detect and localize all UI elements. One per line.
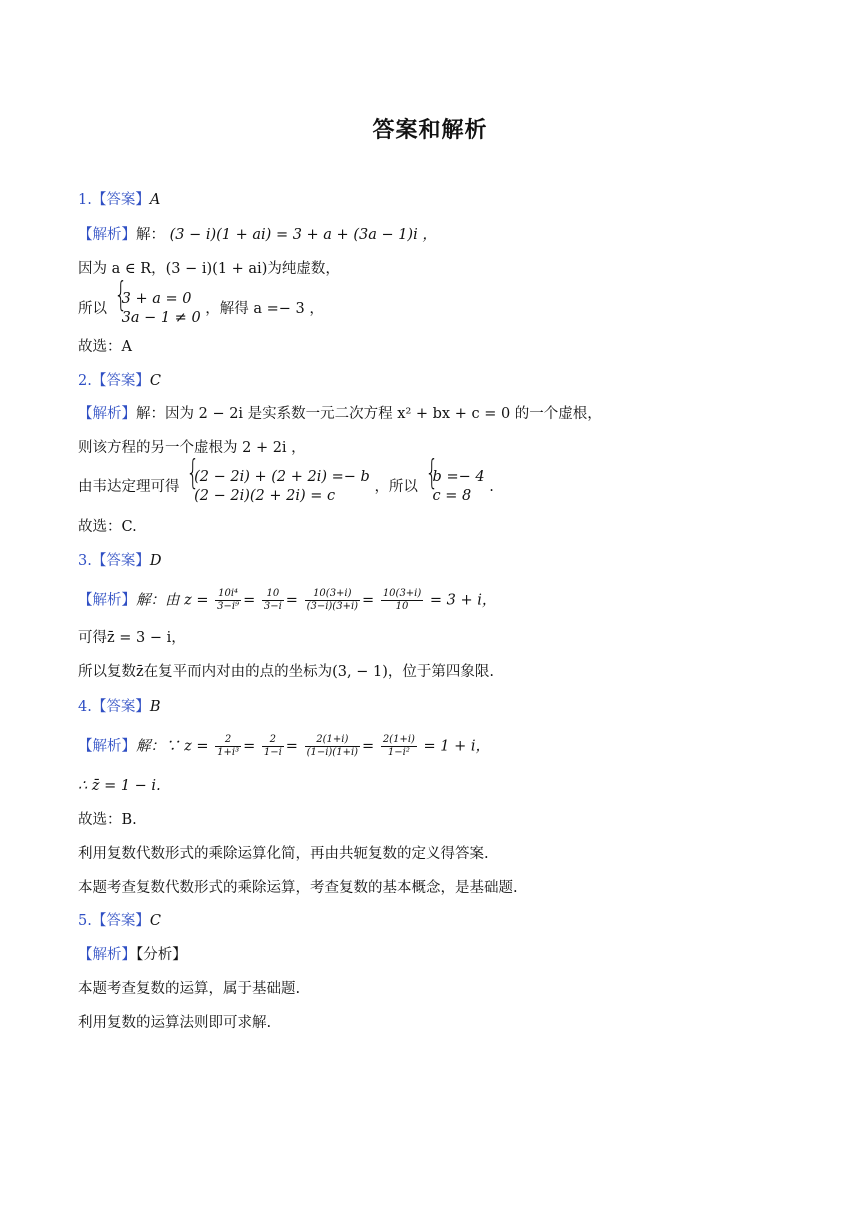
q4-number: 4. bbox=[78, 699, 92, 715]
q2-sys-row4: c = 8 bbox=[432, 488, 472, 504]
q2-answer-line bbox=[78, 371, 161, 391]
q4-fraction-4: $\frac{2(1+i)}{\text{1−i²}}$ bbox=[382, 734, 415, 758]
q3-fraction-3: $\frac{10(3+i)}{(3-i)(3+i)}$ bbox=[306, 588, 359, 612]
q5-line2: 本题考查复数的运算，属于基础题. bbox=[78, 981, 301, 997]
q2-l3-pre: 由韦达定理可得 bbox=[78, 479, 180, 495]
brace-icon: { bbox=[424, 453, 438, 493]
q1-l1-math: (3 − i)(1 + ai) = 3 + a + (3a − 1)i ， bbox=[169, 227, 437, 243]
q2-equation-system-1 bbox=[184, 453, 370, 506]
q2-jiexi-line bbox=[78, 404, 602, 424]
brace-icon: { bbox=[186, 453, 200, 493]
q5-number: 5. bbox=[78, 913, 92, 929]
q2-answer: C bbox=[149, 373, 161, 389]
q2-sys-row2: (2 − 2i)(2 + 2i) = c bbox=[194, 488, 336, 504]
q3-l1-pre: 解：由 z = bbox=[136, 592, 209, 609]
q4-line4: 利用复数代数形式的乘除运算化简，再由共轭复数的定义得答案. bbox=[78, 846, 489, 862]
q3-fraction-4: $\frac{10(3+i)}{10}$ bbox=[382, 588, 422, 612]
brace-icon: { bbox=[113, 275, 127, 315]
q5-answer-label: 【答案】 bbox=[91, 913, 150, 929]
q1-number: 1. bbox=[78, 192, 92, 208]
q2-number: 2. bbox=[78, 373, 92, 389]
q3-line2: 可得z̄ = 3 − i， bbox=[78, 630, 186, 646]
q3-jiexi-label: 【解析】 bbox=[78, 592, 136, 609]
q2-jiexi-label: 【解析】 bbox=[78, 406, 136, 422]
q4-answer: B bbox=[149, 699, 161, 715]
q1-l3-pre: 所以 bbox=[78, 301, 107, 317]
q1-jiexi-line bbox=[78, 225, 437, 245]
q2-sys-row3: b =− 4 bbox=[432, 469, 485, 485]
page-title: 答案和解析 bbox=[372, 118, 488, 143]
q5-answer: C bbox=[149, 913, 161, 929]
q4-fraction-1: $\frac{2}{\text{1+i³}}$ bbox=[217, 734, 240, 758]
q2-l3-mid: ，所以 bbox=[374, 479, 418, 495]
q1-answer-line bbox=[78, 190, 160, 210]
q4-answer-label: 【答案】 bbox=[91, 699, 150, 715]
q1-l1-pre: 解： bbox=[136, 227, 165, 243]
q1-equation-system bbox=[112, 275, 201, 328]
q1-jiexi-label: 【解析】 bbox=[78, 227, 136, 243]
q1-answer-label: 【答案】 bbox=[91, 192, 150, 208]
q4-line2: ∴ z̄ = 1 − i. bbox=[78, 778, 161, 794]
q1-answer: A bbox=[149, 192, 161, 208]
q2-line1: 解：因为 2 − 2i 是实系数一元二次方程 x² + bx + c = 0 的一个虚根， bbox=[136, 406, 602, 422]
q1-line4: 故选：A bbox=[78, 339, 132, 355]
q4-jiexi-label: 【解析】 bbox=[78, 738, 136, 755]
q2-line2: 则该方程的另一个虚根为 2 + 2i ， bbox=[78, 440, 306, 456]
q2-line3 bbox=[78, 453, 494, 506]
q3-jiexi-line: 【解析】解：由 z = $\frac{\text{10i⁴}}{\text{3−i⁹}}$ = $\frac{10}{3-i}$ = $\frac{10(3+i)}{(3-i)(3+i)}$ = $\frac{10(3+i)}{10}$ = 3 + i， bbox=[78, 588, 497, 612]
q4-line3: 故选：B. bbox=[78, 812, 137, 828]
q4-fraction-2: $\frac{2}{1-i}$ bbox=[263, 734, 282, 758]
q3-l1-post: = 3 + i， bbox=[429, 592, 497, 609]
q2-line4: 故选：C. bbox=[78, 519, 137, 535]
q4-l1-post: = 1 + i， bbox=[423, 738, 491, 755]
q4-jiexi-line: 【解析】解：∵ z = $\frac{2}{\text{1+i³}}$ = $\frac{2}{1-i}$ = $\frac{2(1+i)}{(1-i)(1+i)}$ = $\frac{2(1+i)}{\text{1−i²}}$ = 1 + i， bbox=[78, 734, 491, 758]
q3-line3: 所以复数z̄在复平而内对由的点的坐标为(3, − 1)，位于第四象限. bbox=[78, 664, 494, 680]
q5-jiexi-line bbox=[78, 945, 187, 965]
q1-sys-row1: 3 + a = 0 bbox=[121, 291, 192, 307]
q3-number: 3. bbox=[78, 553, 92, 569]
q3-answer-label: 【答案】 bbox=[91, 553, 150, 569]
q1-sys-row2: 3a − 1 ≠ 0 bbox=[121, 310, 201, 326]
q4-fraction-3: $\frac{2(1+i)}{(1-i)(1+i)}$ bbox=[306, 734, 359, 758]
q2-equation-system-2 bbox=[423, 453, 485, 506]
q5-answer-line bbox=[78, 911, 161, 931]
q1-line2: 因为 a ∈ R，(3 − i)(1 + ai)为纯虚数， bbox=[78, 261, 340, 277]
q4-line5: 本题考查复数代数形式的乘除运算，考查复数的基本概念，是基础题. bbox=[78, 880, 518, 896]
q2-sys-row1: (2 − 2i) + (2 + 2i) =− b bbox=[194, 469, 370, 485]
q3-answer-line bbox=[78, 551, 161, 571]
q1-line3 bbox=[78, 275, 324, 328]
q1-l3-post: ，解得 a =− 3 ， bbox=[205, 301, 324, 317]
q3-fraction-2: $\frac{10}{3-i}$ bbox=[263, 588, 282, 612]
q5-jiexi-label: 【解析】 bbox=[78, 947, 136, 963]
q3-fraction-1: $\frac{\text{10i⁴}}{\text{3−i⁹}}$ bbox=[217, 588, 240, 612]
q4-l1-pre: 解：∵ z = bbox=[136, 738, 209, 755]
q5-line3: 利用复数的运算法则即可求解. bbox=[78, 1015, 272, 1031]
q2-l3-post: . bbox=[489, 479, 494, 495]
q5-fenxi-label: 【分析】 bbox=[136, 947, 187, 963]
q4-answer-line bbox=[78, 697, 161, 717]
q2-answer-label: 【答案】 bbox=[91, 373, 150, 389]
q3-answer: D bbox=[149, 553, 162, 569]
